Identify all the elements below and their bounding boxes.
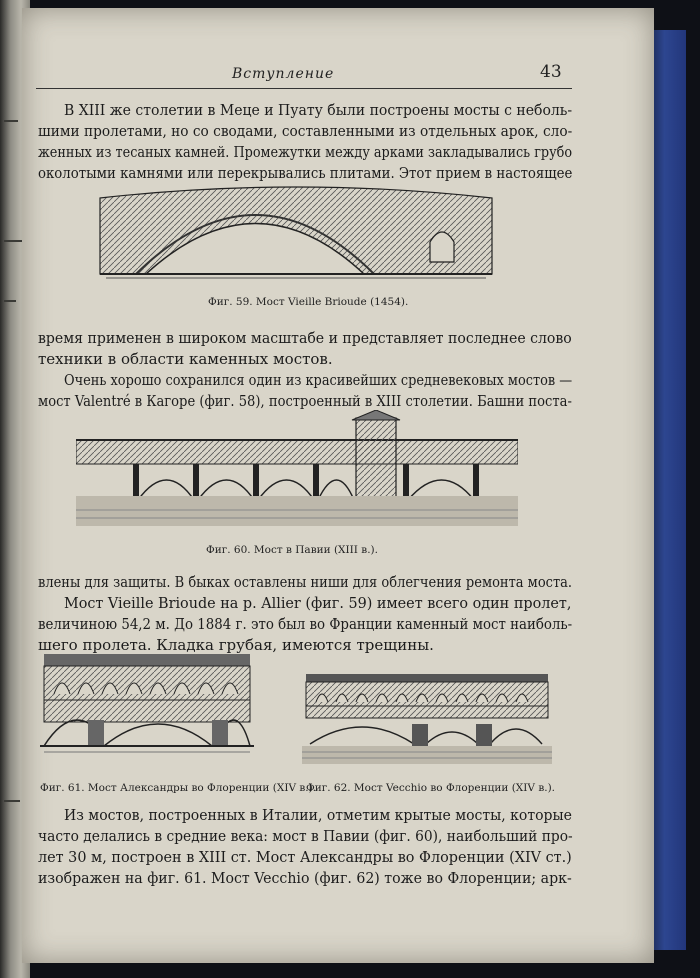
figure-60-caption: Фиг. 60. Мост в Павии (XIII в.). [206,544,378,556]
page-number: 43 [540,62,562,82]
header-rule [36,88,572,89]
text-line: влены для защиты. В быках оставлены ниши для облегчения ремонта моста. [38,573,573,591]
figure-59-bridge-illustration [96,178,496,286]
text-line: величиною 54,2 м. До 1884 г. это был во Франции каменный мост наиболь- [38,615,573,633]
text-line: Мост Vieille Brioude на р. Allier (фиг. 59) имеет всего один пролет, [64,594,572,612]
running-header-title: Вступление [232,66,335,82]
book-cover-edge [650,30,686,950]
figure-60-bridge-illustration [76,410,518,526]
text-line: женных из тесаных камней. Промежутки между арками закладывались грубо [38,143,573,161]
text-line: техники в области каменных мостов. [38,350,333,368]
text-line: изображен на фиг. 61. Мост Vecchio (фиг. 62) тоже во Флоренции; арк- [38,869,572,887]
figure-62-bridge-illustration [302,674,552,764]
text-line: мост Valentré в Кагоре (фиг. 58), построенный в XIII столетии. Башни поста- [38,392,572,410]
text-line: шего пролета. Кладка грубая, имеются трещины. [38,636,434,654]
text-line: Очень хорошо сохранился один из красивейших средневековых мостов — [64,371,573,389]
text-line: часто делались в средние века: мост в Павии (фиг. 60), наибольший про- [38,827,573,845]
text-line: шими пролетами, но со сводами, составленными из отдельных арок, сло- [38,122,573,140]
figure-61-bridge-illustration [40,654,254,758]
text-line: время применен в широком масштабе и представляет последнее слово [38,329,572,347]
text-line: В XIII же столетии в Меце и Пуату были построены мосты с неболь- [64,101,573,119]
text-line: Из мостов, построенных в Италии, отметим крытые мосты, которые [64,806,572,824]
text-line: околотыми камнями или перекрывались плитами. Этот прием в настоящее [38,164,573,182]
figure-62-caption: Фиг. 62. Мост Vecchio во Флоренции (XIV в.). [306,782,556,794]
text-line: лет 30 м, построен в XIII ст. Мост Александры во Флоренции (XIV ст.) [38,848,572,866]
figure-61-caption: Фиг. 61. Мост Александры во Флоренции (XIV в.). [40,782,317,794]
figure-59-caption: Фиг. 59. Мост Vieille Brioude (1454). [208,296,409,308]
